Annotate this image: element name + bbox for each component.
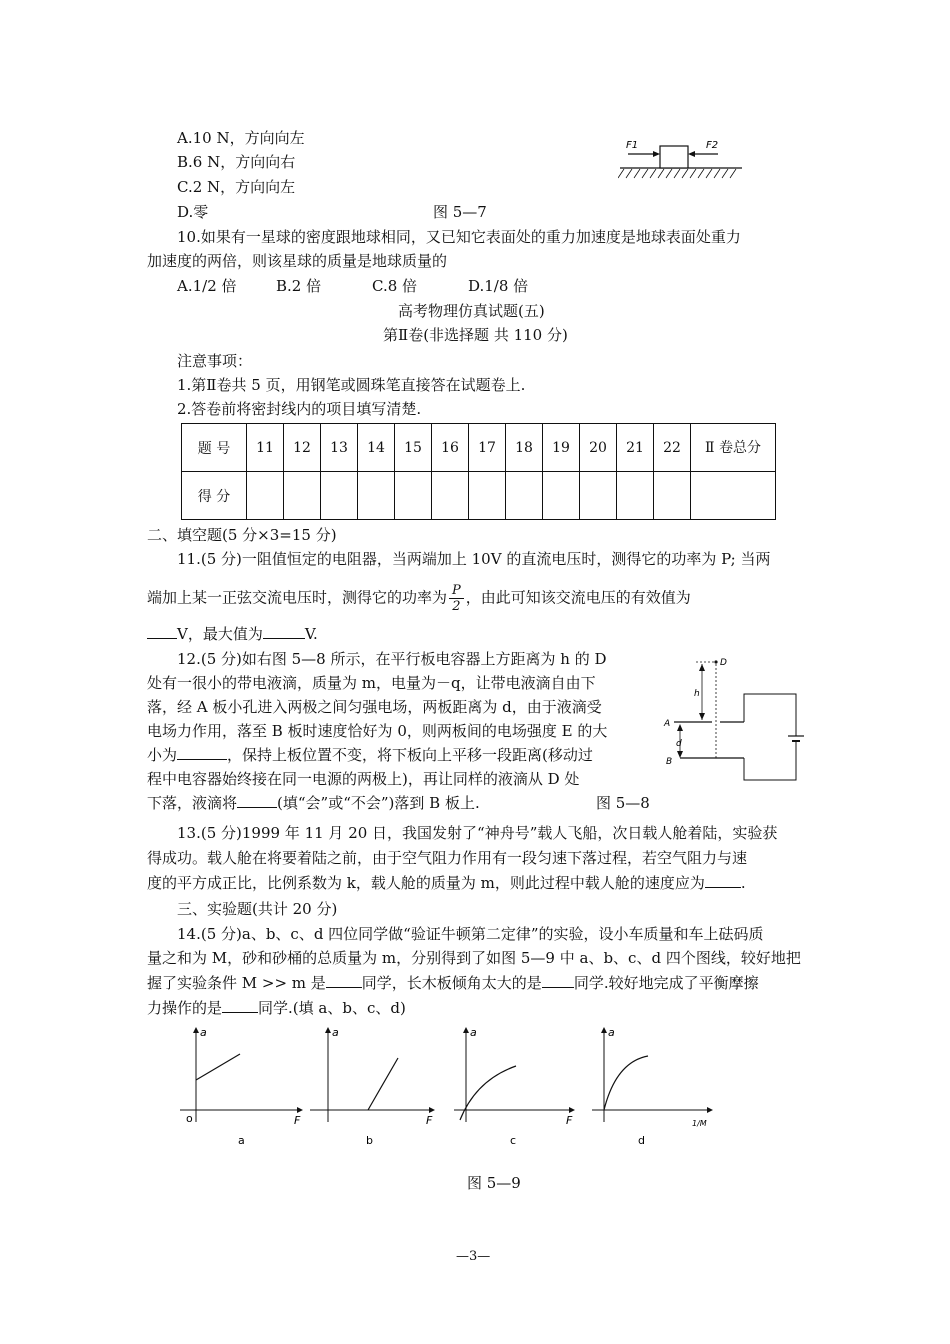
block (660, 146, 688, 168)
y-axis-label: a (608, 1026, 615, 1039)
q13-line-3 (147, 872, 746, 894)
q12-line-6: 程中电容器始终接在同一电源的两极上)，再让同样的液滴从 D 处 (147, 770, 580, 788)
q12-line-1: 12.(5 分)如右图 5—8 所示，在平行板电容器上方距离为 h 的 D (177, 650, 607, 668)
q14-line-4 (147, 997, 406, 1019)
score-cell[interactable] (321, 472, 358, 520)
point-d-label: D (720, 658, 727, 668)
q10-option-b: B.2 倍 (276, 277, 322, 295)
q11-line-3 (147, 623, 318, 645)
q13-line-3-end: . (740, 874, 746, 892)
q12-line-5 (147, 744, 593, 766)
q9-option-c: C.2 N，方向向左 (177, 178, 296, 196)
q12-line-7-start: 下落，液滴将 (147, 794, 238, 812)
q11-line-3-text: V，最大值为 (177, 625, 263, 643)
q9-option-b: B.6 N，方向向右 (177, 153, 296, 171)
q13-line-2: 得成功。载人舱在将要着陆之前，由于空气阻力作用有一段匀速下落过程，若空气阻力与速 (147, 849, 748, 867)
graph-a-caption: a (238, 1134, 245, 1147)
graph-b-caption: b (366, 1134, 373, 1147)
question-number-cell: 12 (284, 424, 321, 472)
x-axis-label-inverse-m: 1/M (692, 1119, 707, 1128)
score-cell[interactable] (395, 472, 432, 520)
score-label: 得 分 (182, 472, 247, 520)
graph-d-caption: d (638, 1134, 645, 1147)
exam-subtitle: 第Ⅱ卷(非选择题 共 110 分) (383, 326, 568, 344)
plate-a-label: A (664, 719, 671, 729)
y-axis-label: a (332, 1026, 339, 1039)
p-over-2-fraction (449, 583, 464, 614)
q13-blank-velocity[interactable] (705, 873, 741, 888)
total-label: Ⅱ 卷总分 (691, 424, 776, 472)
figure-5-7-block-diagram (618, 136, 744, 182)
graph-a-line (196, 1054, 240, 1080)
q12-blank-will-fall[interactable] (237, 793, 277, 808)
score-table (181, 423, 776, 520)
fraction-denominator: 2 (452, 599, 461, 614)
q11-line-2 (147, 583, 691, 614)
q14-line-3-mid: 同学，长木板倾角太大的是 (361, 974, 542, 992)
fraction-numerator: P (449, 583, 464, 599)
notes-heading: 注意事项： (177, 352, 253, 370)
question-number-cell: 21 (617, 424, 654, 472)
q13-line-3-text: 度的平方成正比，比例系数为 k，载人舱的质量为 m，则此过程中载人舱的速度应为 (147, 874, 705, 892)
section-3-title: 三、实验题(共计 20 分) (177, 900, 338, 918)
force-f2-label: F2 (706, 140, 719, 151)
score-cell[interactable] (506, 472, 543, 520)
question-number-cell: 15 (395, 424, 432, 472)
q12-line-5-start: 小为 (147, 746, 178, 764)
q14-line-2: 量之和为 M，砂和砂桶的总质量为 m，分别得到了如图 5—9 中 a、b、c、d 四个图线，较好地把 (147, 949, 801, 967)
q14-line-3-start: 握了实验条件 M >> m 是 (147, 974, 326, 992)
score-cell[interactable] (543, 472, 580, 520)
score-table-score-row (182, 472, 776, 520)
graph-a (180, 1026, 302, 1147)
question-number-label: 题 号 (182, 424, 247, 472)
notes-item-1: 1.第Ⅱ卷共 5 页，用钢笔或圆珠笔直接答在试题卷上. (177, 376, 526, 394)
question-number-cell: 20 (580, 424, 617, 472)
graph-b-line (368, 1058, 398, 1110)
q10-line-1: 10.如果有一星球的密度跟地球相同，又已知它表面处的重力加速度是地球表面处重力 (177, 228, 741, 246)
q9-option-d: D.零 (177, 203, 209, 221)
graph-c-curve (460, 1066, 516, 1120)
q10-line-2: 加速度的两倍，则该星球的质量是地球质量的 (147, 252, 448, 270)
y-axis-label: a (200, 1026, 207, 1039)
graph-b (310, 1026, 434, 1147)
q10-option-a: A.1/2 倍 (177, 277, 237, 295)
q11-line-2-start: 端加上某一正弦交流电压时，测得它的功率为 (147, 588, 448, 607)
question-number-cell: 19 (543, 424, 580, 472)
q11-blank-max-voltage[interactable] (263, 624, 305, 639)
q11-line-2-end: ，由此可知该交流电压的有效值为 (465, 588, 691, 607)
q14-line-3 (147, 972, 759, 994)
distance-d-label: d (676, 739, 682, 749)
q13-line-1: 13.(5 分)1999 年 11 月 20 日，我国发射了“神舟号”载人飞船，次日载人舱着陆，实验获 (177, 824, 778, 842)
score-cell[interactable] (247, 472, 284, 520)
q12-line-3: 落，经 A 板小孔进入两极之间匀强电场，两板距离为 d，由于液滴受 (147, 698, 602, 716)
q14-blank-friction-balanced[interactable] (222, 998, 258, 1013)
q12-line-7 (147, 792, 480, 814)
score-table-header-row (182, 424, 776, 472)
score-cell[interactable] (469, 472, 506, 520)
figure-5-8-caption: 图 5—8 (596, 794, 650, 812)
score-cell[interactable] (432, 472, 469, 520)
graph-c-caption: c (510, 1134, 517, 1147)
plate-b-label: B (666, 757, 673, 767)
page-number: —3— (456, 1249, 491, 1264)
question-number-cell: 22 (654, 424, 691, 472)
q12-line-4: 电场力作用，落至 B 板时速度恰好为 0，则两板间的电场强度 E 的大 (147, 722, 608, 740)
score-cell[interactable] (580, 472, 617, 520)
q14-line-4-end: 同学.(填 a、b、c、d) (258, 999, 406, 1017)
score-cell[interactable] (284, 472, 321, 520)
figure-5-9-graphs (172, 1022, 732, 1152)
q12-blank-field-strength[interactable] (177, 745, 227, 760)
q12-line-7-end: (填“会”或“不会”)落到 B 板上. (277, 794, 480, 812)
q14-blank-angle-too-large[interactable] (542, 973, 574, 988)
q11-line-3-end: V. (304, 625, 318, 643)
score-cell[interactable] (617, 472, 654, 520)
q10-option-d: D.1/8 倍 (468, 277, 529, 295)
x-axis-label: F (566, 1114, 573, 1127)
figure-5-9-caption: 图 5—9 (467, 1174, 521, 1192)
q11-blank-effective-voltage[interactable] (147, 624, 177, 639)
q14-line-4-start: 力操作的是 (147, 999, 223, 1017)
q11-line-1: 11.(5 分)一阻值恒定的电阻器，当两端加上 10V 的直流电压时，测得它的功率为 P; 当两 (177, 550, 771, 568)
graph-d (592, 1026, 712, 1147)
figure-5-7-caption: 图 5—7 (433, 203, 487, 221)
score-cell[interactable] (654, 472, 691, 520)
question-number-cell: 18 (506, 424, 543, 472)
total-score-cell[interactable] (691, 472, 776, 520)
question-number-cell: 13 (321, 424, 358, 472)
question-number-cell: 14 (358, 424, 395, 472)
question-number-cell: 11 (247, 424, 284, 472)
y-axis-label: a (470, 1026, 477, 1039)
score-cell[interactable] (358, 472, 395, 520)
q10-option-c: C.8 倍 (372, 277, 418, 295)
force-f1-label: F1 (626, 140, 639, 151)
question-number-cell: 17 (469, 424, 506, 472)
origin-label: o (186, 1112, 193, 1125)
notes-item-2: 2.答卷前将密封线内的项目填写清楚. (177, 400, 422, 418)
graph-c (454, 1026, 574, 1147)
q9-option-a: A.10 N，方向向左 (177, 129, 305, 147)
graph-d-curve (604, 1056, 648, 1110)
q14-blank-condition[interactable] (326, 973, 362, 988)
figure-5-8-capacitor-circuit (660, 654, 810, 782)
q14-line-1: 14.(5 分)a、b、c、d 四位同学做“验证牛顿第二定律”的实验，设小车质量和车上砝码质 (177, 925, 764, 943)
q12-line-2: 处有一很小的带电液滴，质量为 m，电量为－q，让带电液滴自由下 (147, 674, 596, 692)
q14-line-3-end: 同学.较好地完成了平衡摩擦 (573, 974, 759, 992)
distance-h-label: h (694, 689, 700, 699)
exam-title: 高考物理仿真试题(五) (398, 302, 545, 320)
x-axis-label: F (294, 1114, 301, 1127)
x-axis-label: F (426, 1114, 433, 1127)
droplet-point-d (714, 660, 717, 663)
section-2-title: 二、填空题(5 分×3=15 分) (147, 526, 337, 544)
question-number-cell: 16 (432, 424, 469, 472)
q12-line-5-end: ，保持上板位置不变，将下板向上平移一段距离(移动过 (227, 746, 593, 764)
